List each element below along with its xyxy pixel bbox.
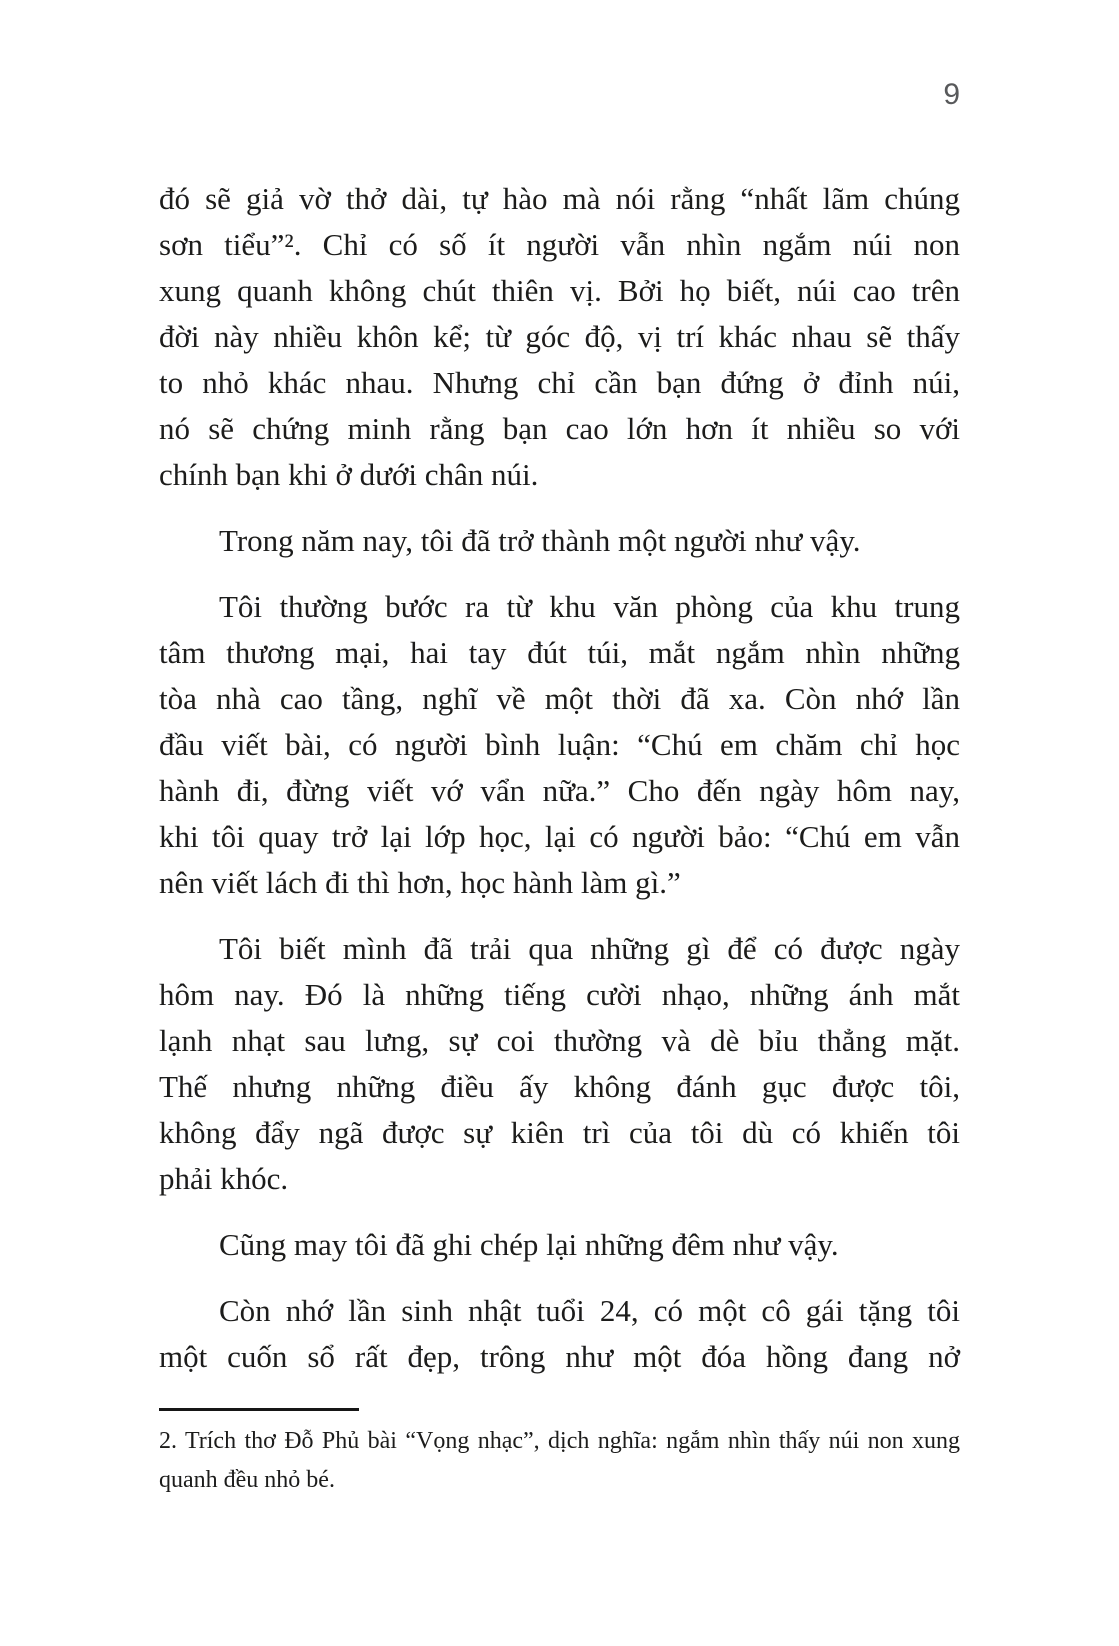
footnote: [159, 1408, 960, 1500]
page-number: 9: [943, 78, 960, 111]
paragraph: [159, 1222, 960, 1268]
text-line: tòa nhà cao tầng, nghĩ về một thời đã xa. Còn nhớ lần: [159, 681, 960, 716]
text-line: một cuốn sổ rất đẹp, trông như một đóa hồng đang nở: [159, 1339, 960, 1374]
text-line: tâm thương mại, hai tay đút túi, mắt ngắm nhìn những: [159, 635, 960, 670]
paragraph: [159, 1288, 960, 1380]
text-line: xung quanh không chút thiên vị. Bởi họ biết, núi cao trên: [159, 273, 960, 308]
text-line: nên viết lách đi thì hơn, học hành làm gì.”: [159, 865, 681, 900]
text-line: khi tôi quay trở lại lớp học, lại có người bảo: “Chú em vẫn: [159, 819, 960, 854]
text-line: lạnh nhạt sau lưng, sự coi thường và dè bỉu thẳng mặt.: [159, 1023, 960, 1058]
text-line: nó sẽ chứng minh rằng bạn cao lớn hơn ít nhiều so với: [159, 411, 960, 446]
paragraph: [159, 518, 960, 564]
text-line: hôm nay. Đó là những tiếng cười nhạo, những ánh mắt: [159, 977, 960, 1012]
text-block: [159, 176, 960, 1380]
text-line: to nhỏ khác nhau. Nhưng chỉ cần bạn đứng ở đỉnh núi,: [159, 365, 960, 400]
text-line: phải khóc.: [159, 1161, 289, 1196]
text-line: chính bạn khi ở dưới chân núi.: [159, 457, 539, 492]
paragraph: [159, 584, 960, 906]
footnote-line: 2. Trích thơ Đỗ Phủ bài “Vọng nhạc”, dịch nghĩa: ngắm nhìn thấy núi non xung: [159, 1428, 960, 1454]
text-line: Trong năm nay, tôi đã trở thành một người như vậy.: [219, 523, 861, 558]
paragraph: [159, 926, 960, 1202]
paragraph: [159, 176, 960, 498]
text-line: đó sẽ giả vờ thở dài, tự hào mà nói rằng “nhất lãm chúng: [159, 181, 960, 216]
footnote-divider: [159, 1408, 359, 1411]
text-line: Cũng may tôi đã ghi chép lại những đêm như vậy.: [219, 1227, 839, 1262]
footnote-line: quanh đều nhỏ bé.: [159, 1467, 335, 1493]
text-line: Còn nhớ lần sinh nhật tuổi 24, có một cô gái tặng tôi: [219, 1293, 960, 1328]
text-line: Tôi thường bước ra từ khu văn phòng của khu trung: [219, 589, 960, 624]
footnote-text: [159, 1422, 960, 1500]
text-line: sơn tiểu”². Chỉ có số ít người vẫn nhìn ngắm núi non: [159, 227, 960, 262]
text-line: không đẩy ngã được sự kiên trì của tôi dù có khiến tôi: [159, 1115, 960, 1150]
text-line: đời này nhiều khôn kể; từ góc độ, vị trí khác nhau sẽ thấy: [159, 319, 960, 354]
text-line: Tôi biết mình đã trải qua những gì để có được ngày: [219, 931, 960, 966]
text-line: Thế nhưng những điều ấy không đánh gục được tôi,: [159, 1069, 960, 1104]
text-line: hành đi, đừng viết vớ vẩn nữa.” Cho đến ngày hôm nay,: [159, 773, 960, 808]
text-line: đầu viết bài, có người bình luận: “Chú em chăm chỉ học: [159, 727, 960, 762]
